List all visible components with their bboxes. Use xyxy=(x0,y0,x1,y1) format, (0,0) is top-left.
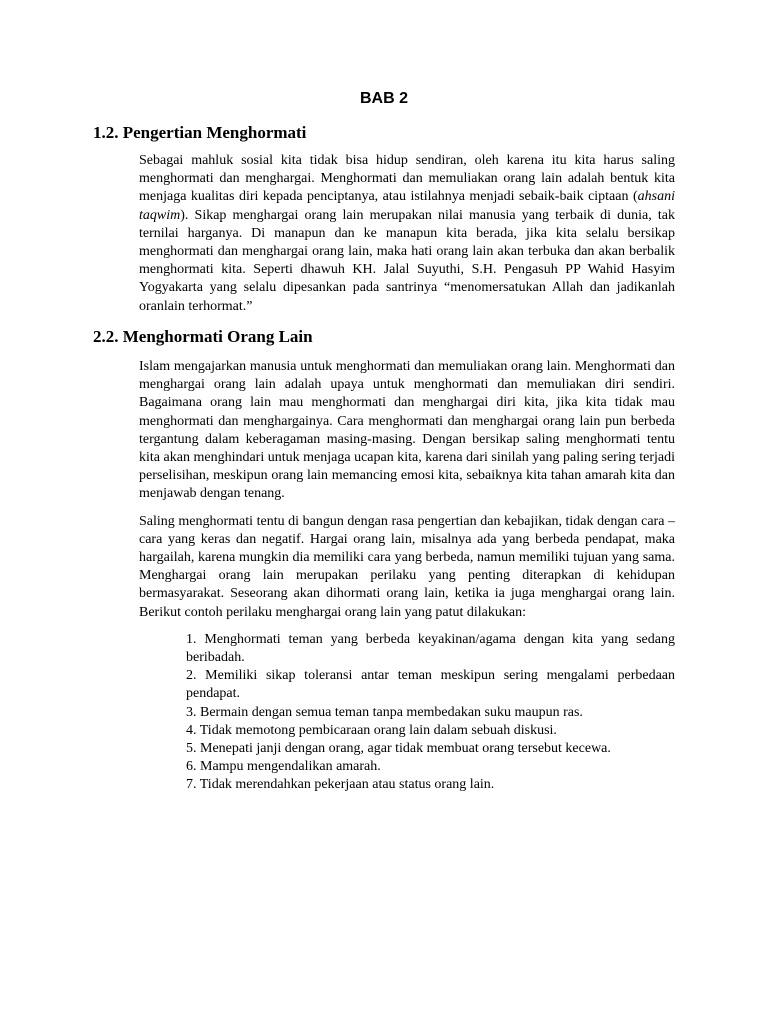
section-paragraph: Islam mengajarkan manusia untuk menghormati dan memuliakan orang lain. Menghormati dan menghargai orang lain adalah upaya untuk menghormati dan memuliakan diri sendiri. Bagaimana orang lain mau menghormati dan menghargai diri kita, jika kita tidak mau menghormati dan menghargainya. Cara menghormati dan menghargai orang lain pun berbeda tergantung dalam keberagaman masing-masing. Dengan bersikap saling menghormati tentu kita akan menghindari untuk menjaga ucapan kita, karena dari sinilah yang paling sering terjadi perselisihan, meskipun orang lain memancing emosi kita, sebaiknya kita tahan amarah kita dan menjawab dengan tenang. xyxy=(139,359,675,502)
section-menghormati-orang-lain xyxy=(93,326,675,795)
list-item: 2. Memiliki sikap toleransi antar teman meskipun sering mengalami perbedaan pendapat. xyxy=(186,668,675,702)
italic-term: ahsani taqwim xyxy=(139,189,675,223)
section-heading: 2.2. Menghormati Orang Lain xyxy=(93,327,313,346)
list-item: 4. Tidak memotong pembicaraan orang lain dalam sebuah diskusi. xyxy=(186,722,557,738)
chapter-title: BAB 2 xyxy=(359,90,408,107)
section-heading: 1.2. Pengertian Menghormati xyxy=(93,123,307,142)
paragraph-text: ). Sikap menghargai orang lain merupakan nilai manusia yang terbaik di dunia, tak ternilai harganya. Di manapun dan ke manapun kita berada, jika kita selalu bersikap menghormati dan menghargai orang lain, maka hati orang lain akan terbuka dan akan berbalik menghormati kita. Seperti dhawuh KH. Jalal Suyuthi, S.H. Pengasuh PP Wahid Hasyim Yogyakarta yang selalu dipesankan pada santrinya “menomersatukan Allah dan jadikanlah oranlain terhormat.” xyxy=(139,207,675,314)
list-item: 7. Tidak merendahkan pekerjaan atau status orang lain. xyxy=(186,777,495,793)
behavior-list xyxy=(93,631,675,795)
list-item: 6. Mampu mengendalikan amarah. xyxy=(186,759,381,775)
list-item: 1. Menghormati teman yang berbeda keyakinan/agama dengan kita yang sedang beribadah. xyxy=(186,631,675,666)
section-pengertian-menghormati xyxy=(93,122,675,316)
section-paragraph xyxy=(93,152,675,316)
section-paragraph: Saling menghormati tentu di bangun dengan rasa pengertian dan kebajikan, tidak dengan cara – cara yang keras dan negatif. Hargai orang lain, misalnya ada yang berbeda pendapat, maka hargailah, karena mungkin dia memiliki cara yang berbeda, namun memiliki tujuan yang sama. Menghargai orang lain merupakan perilaku yang penting diterapkan di kehidupan bermasyarakat. Seseorang akan dihormati orang lain, ketika ia juga menghargai orang lain. Berikut contoh perilaku menghargai orang lain yang patut dilakukan: xyxy=(139,513,675,620)
paragraph-text: Sebagai mahluk sosial kita tidak bisa hidup sendiran, oleh karena itu kita harus saling menghormati dan menghargai. Menghormati dan memuliakan orang lain adalah bentuk kita menjaga kualitas diri kepada penciptanya, atau istilahnya menjadi sebaik-baik ciptaan ( xyxy=(139,153,675,205)
list-item: 5. Menepati janji dengan orang, agar tidak membuat orang tersebut kecewa. xyxy=(186,741,611,757)
list-item: 3. Bermain dengan semua teman tanpa membedakan suku maupun ras. xyxy=(186,704,583,720)
